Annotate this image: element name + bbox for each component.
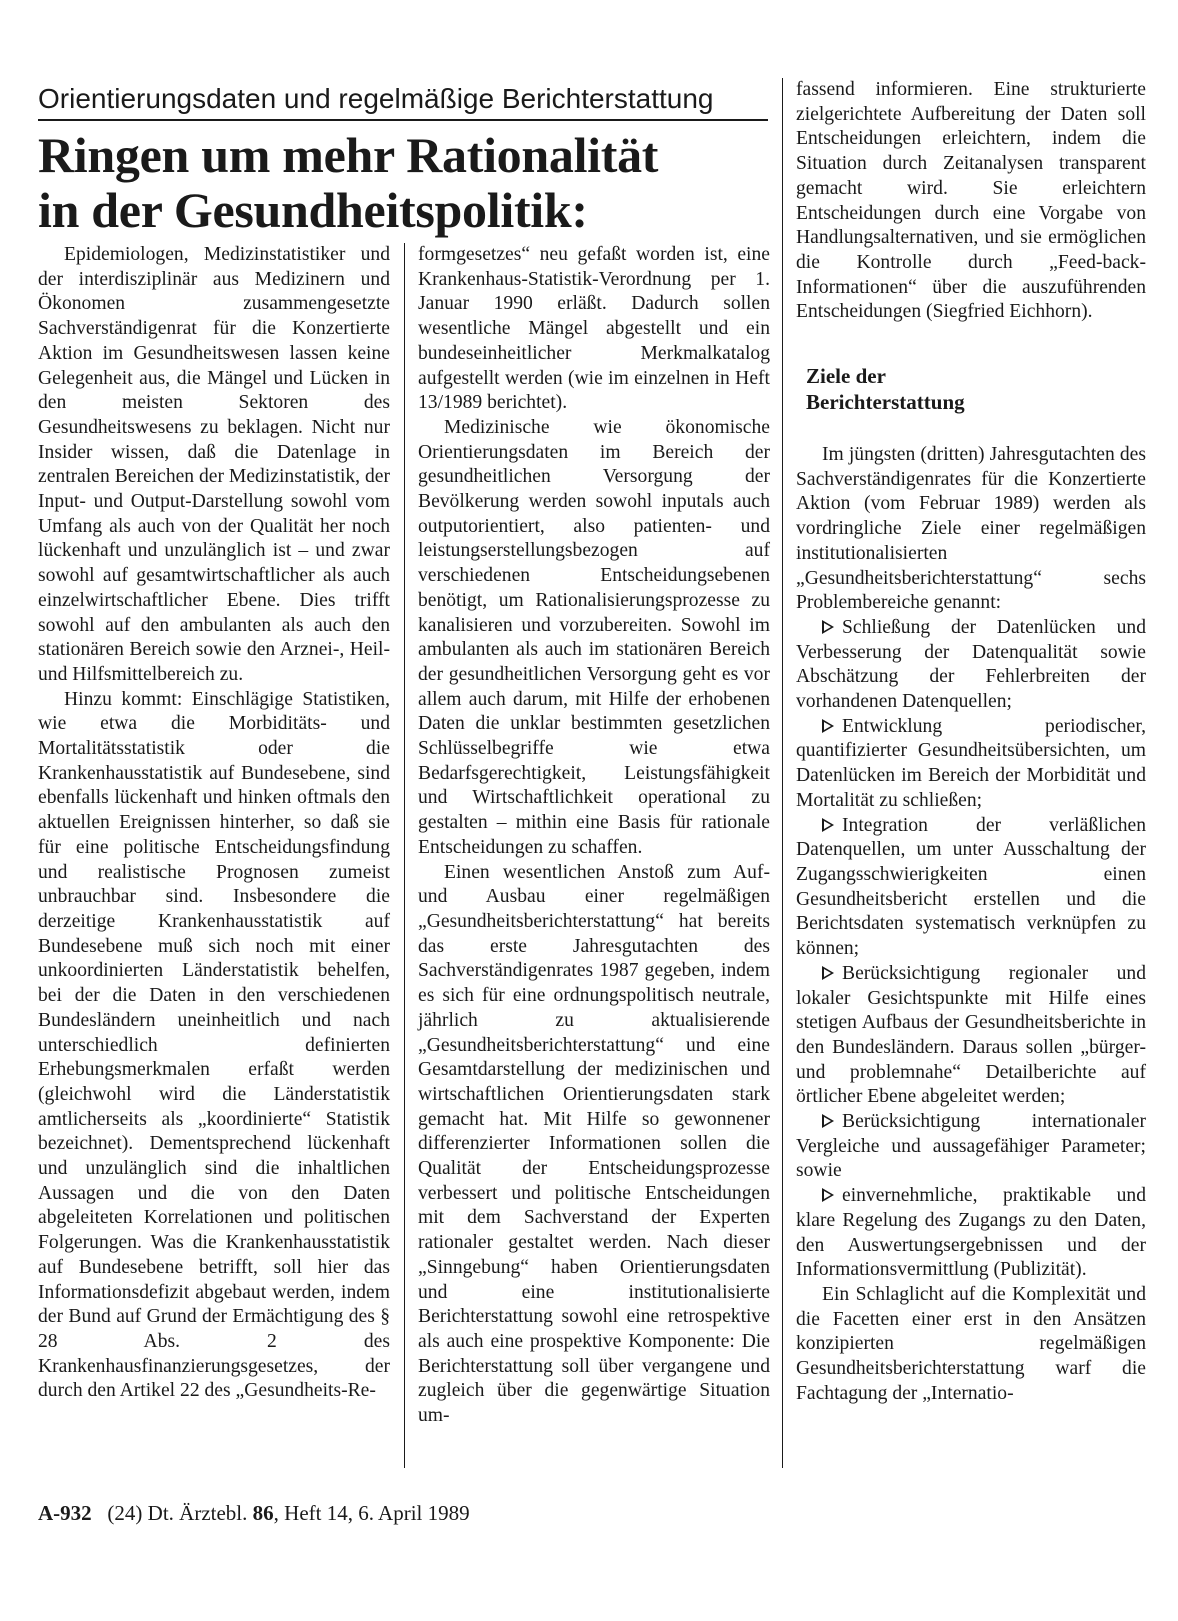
bullet-item (796, 616, 1146, 715)
paragraph: Einen wesentlichen Anstoß zum Auf- und Ausbau einer regelmäßigen „Gesundheitsberichterstattung“ hat bereits das erste Jahresgutachten des Sachverständigenrates 1987 gegeben, indem es sich für eine ordnungspolitisch neutrale, jährlich zu aktualisierende „Gesundheitsberichterstattung“ und eine Gesamtdarstellung der medizinischen und wirtschaftlichen Orientierungsdaten stark gemacht hat. Mit Hilfe so gewonnener differenzierter Informationen sollen die Qualität der Entscheidungsprozesse verbessert und politische Entscheidungen mit dem Sachverstand der Experten rationaler gestaltet werden. Nach dieser „Sinngebung“ haben Orientierungsdaten und eine institutionalisierte Berichterstattung sowohl eine retrospektive als auch eine prospektive Komponente: Die Berichterstattung soll über vergangene und zugleich über die gegenwärtige Situation um- (418, 861, 770, 1427)
bullet-item (796, 1184, 1146, 1283)
article-headline (38, 128, 778, 238)
section-heading (806, 363, 1146, 415)
text-column-2 (418, 243, 770, 1429)
column-divider (404, 243, 405, 1468)
triangle-bullet-icon (822, 1114, 834, 1128)
bullet-item (796, 814, 1146, 962)
bullet-text: Berücksichtigung internationaler Vergleiche und aussagefähiger Parameter; sowie (796, 1111, 1146, 1182)
paragraph: Hinzu kommt: Einschlägige Statistiken, wie etwa die Morbiditäts- und Mortalitätsstatistik oder die Krankenhausstatistik auf Bundesebene, sind ebenfalls lückenhaft und hinken oftmals den aktuellen Ereignissen hinterher, so daß sie für eine politische Entscheidungsfindung und realistische Prognosen zumeist unbrauchbar sind. Insbesondere die derzeitige Krankenhausstatistik auf Bundesebene muß sich noch mit einer unkoordinierten Länderstatistik behelfen, bei der die Daten in den verschiedenen Bundesländern uneinheitlich und nach unterschiedlich definierten Erhebungsmerkmalen erfaßt werden (gleichwohl wird die Länderstatistik amtlicherseits als „koordinierte“ Statistik bezeichnet). Dementsprechend lückenhaft und unzulänglich sind die inhaltlichen Aussagen und die von den Daten abgeleiteten Korrelationen und politischen Folgerungen. Was die Krankenhausstatistik auf Bundesebene betrifft, soll hier das Informationsdefizit abgebaut werden, indem der Bund auf Grund der Ermächtigung des § 28 Abs. 2 des Krankenhausfinanzierungsgesetzes, der durch den Artikel 22 des „Gesundheits-Re- (38, 688, 390, 1402)
bullet-item (796, 962, 1146, 1110)
page-footer (38, 1500, 470, 1526)
issue-number: (24) (107, 1501, 143, 1525)
paragraph: formgesetzes“ neu gefaßt worden ist, eine Krankenhaus-Statistik-Verordnung per 1. Januar 1990 erläßt. Dadurch sollen wesentliche Mängel abgestellt und ein bundeseinheitlicher Merkmalkatalog aufgestellt werden (wie im einzelnen in Heft 13/1989 berichtet). (418, 244, 770, 414)
bullet-item (796, 715, 1146, 814)
bullet-text: Berücksichtigung regionaler und lokaler Gesichtspunkte mit Hilfe eines stetigen Aufbaus der Gesundheitsberichte in den Bundesländern. Daraus sollen „bürger- und problemnahe“ Detailberichte auf örtlicher Ebene abgeleitet werden; (796, 962, 1146, 1108)
paragraph: Epidemiologen, Medizinstatistiker und der interdisziplinär aus Medizinern und Ökonomen zusammengesetzte Sachverständigenrat für die Konzertierte Aktion im Gesundheitswesen lassen keine Gelegenheit aus, die Mängel und Lücken in den meisten Sektoren des Gesundheitswesens zu beklagen. Nicht nur Insider wissen, daß die Datenlage in zentralen Bereichen der Medizinstatistik, der Input- und Output-Darstellung sowohl vom Umfang als auch von der Qualität her noch lückenhaft und unzulänglich ist – und zwar sowohl auf gesamtwirtschaftlicher als auch einzelwirtschaftlicher Ebene. Dies trifft sowohl auf den ambulanten als auch den stationären Bereich sowie den Arznei-, Heil- und Hilfsmittelbereich zu. (38, 244, 390, 685)
triangle-bullet-icon (822, 719, 834, 733)
bullet-item (796, 1110, 1146, 1184)
triangle-bullet-icon (822, 620, 834, 634)
bullet-text: Integration der verläßlichen Datenquellen, um unter Ausschaltung der Zugangsschwierigkeiten einen Gesundheitsbericht erstellen und die Berichtsdaten systematisch verknüpfen zu können; (796, 814, 1146, 960)
paragraph: fassend informieren. Eine strukturierte zielgerichtete Aufbereitung der Daten soll Entscheidungen erleichtern, indem die Situation durch Zeitanalysen transparent gemacht wird. Sie erleichtern Entscheidungen durch eine Vorgabe von Handlungsalternativen, und sie ermöglichen die Kontrolle durch „Feed-back-Informationen“ über die auszuführenden Entscheidungen (Siegfried Eichhorn). (796, 79, 1146, 323)
bullet-text: einvernehmliche, praktikable und klare Regelung des Zugangs zu den Daten, den Auswertungsergebnissen und der Informationsvermittlung (Publizität). (796, 1185, 1146, 1281)
journal-volume: 86 (252, 1501, 274, 1525)
triangle-bullet-icon (822, 966, 834, 980)
article-kicker: Orientierungsdaten und regelmäßige Berichterstattung (38, 82, 768, 121)
triangle-bullet-icon (822, 818, 834, 832)
headline-line-1: Ringen um mehr Rationalität (38, 127, 659, 183)
triangle-bullet-icon (822, 1188, 834, 1202)
paragraph: Im jüngsten (dritten) Jahresgutachten des Sachverständigenrates für die Konzertierte Aktion (vom Februar 1989) werden als vordringliche Ziele einer regelmäßigen institutionalisierten „Gesundheitsberichterstattung“ sechs Problembereiche genannt: (796, 444, 1146, 614)
paragraph: Medizinische wie ökonomische Orientierungsdaten im Bereich der gesundheitlichen Versorgung der Bevölkerung werden sowohl inputals auch outputorientiert, also patienten- und leistungserstellungsbezogen auf verschiedenen Entscheidungsebenen benötigt, um Rationalisierungsprozesse zu kanalisieren und vorzubereiten. Sowohl im ambulanten als auch im stationären Bereich der gesundheitlichen Versorgung geht es vor allem auch darum, mit Hilfe der erhobenen Daten die unklar bestimmten gesetzlichen Schlüsselbegriffe wie etwa Bedarfsgerechtigkeit, Leistungsfähigkeit und Wirtschaftlichkeit operational zu gestalten – mithin eine Basis für rationale Entscheidungen zu schaffen. (418, 416, 770, 858)
bullet-text: Schließung der Datenlücken und Verbesserung der Datenqualität sowie Abschätzung der Fehlerbreiten der vorhandenen Datenquellen; (796, 616, 1146, 713)
headline-line-2: in der Gesundheitspolitik: (38, 182, 588, 238)
text-column-1 (38, 243, 390, 1404)
page-number: A-932 (38, 1501, 92, 1525)
paragraph: Ein Schlaglicht auf die Komplexität und die Facetten einer erst in den Ansätzen konzipierten regelmäßigen Gesundheitsberichterstattung warf die Fachtagung der „Internatio- (796, 1283, 1146, 1404)
column-divider (782, 78, 783, 1468)
section-heading-line-1: Ziele der (806, 364, 886, 389)
bullet-text: Entwicklung periodischer, quantifizierter Gesundheitsübersichten, um Datenlücken im Bereich der Morbidität und Mortalität zu schließen; (796, 715, 1146, 811)
journal-name: Dt. Ärztebl. (147, 1501, 248, 1525)
text-column-3 (796, 78, 1146, 1406)
section-heading-line-2: Berichterstattung (806, 390, 965, 415)
issue-date: , Heft 14, 6. April 1989 (273, 1501, 470, 1525)
